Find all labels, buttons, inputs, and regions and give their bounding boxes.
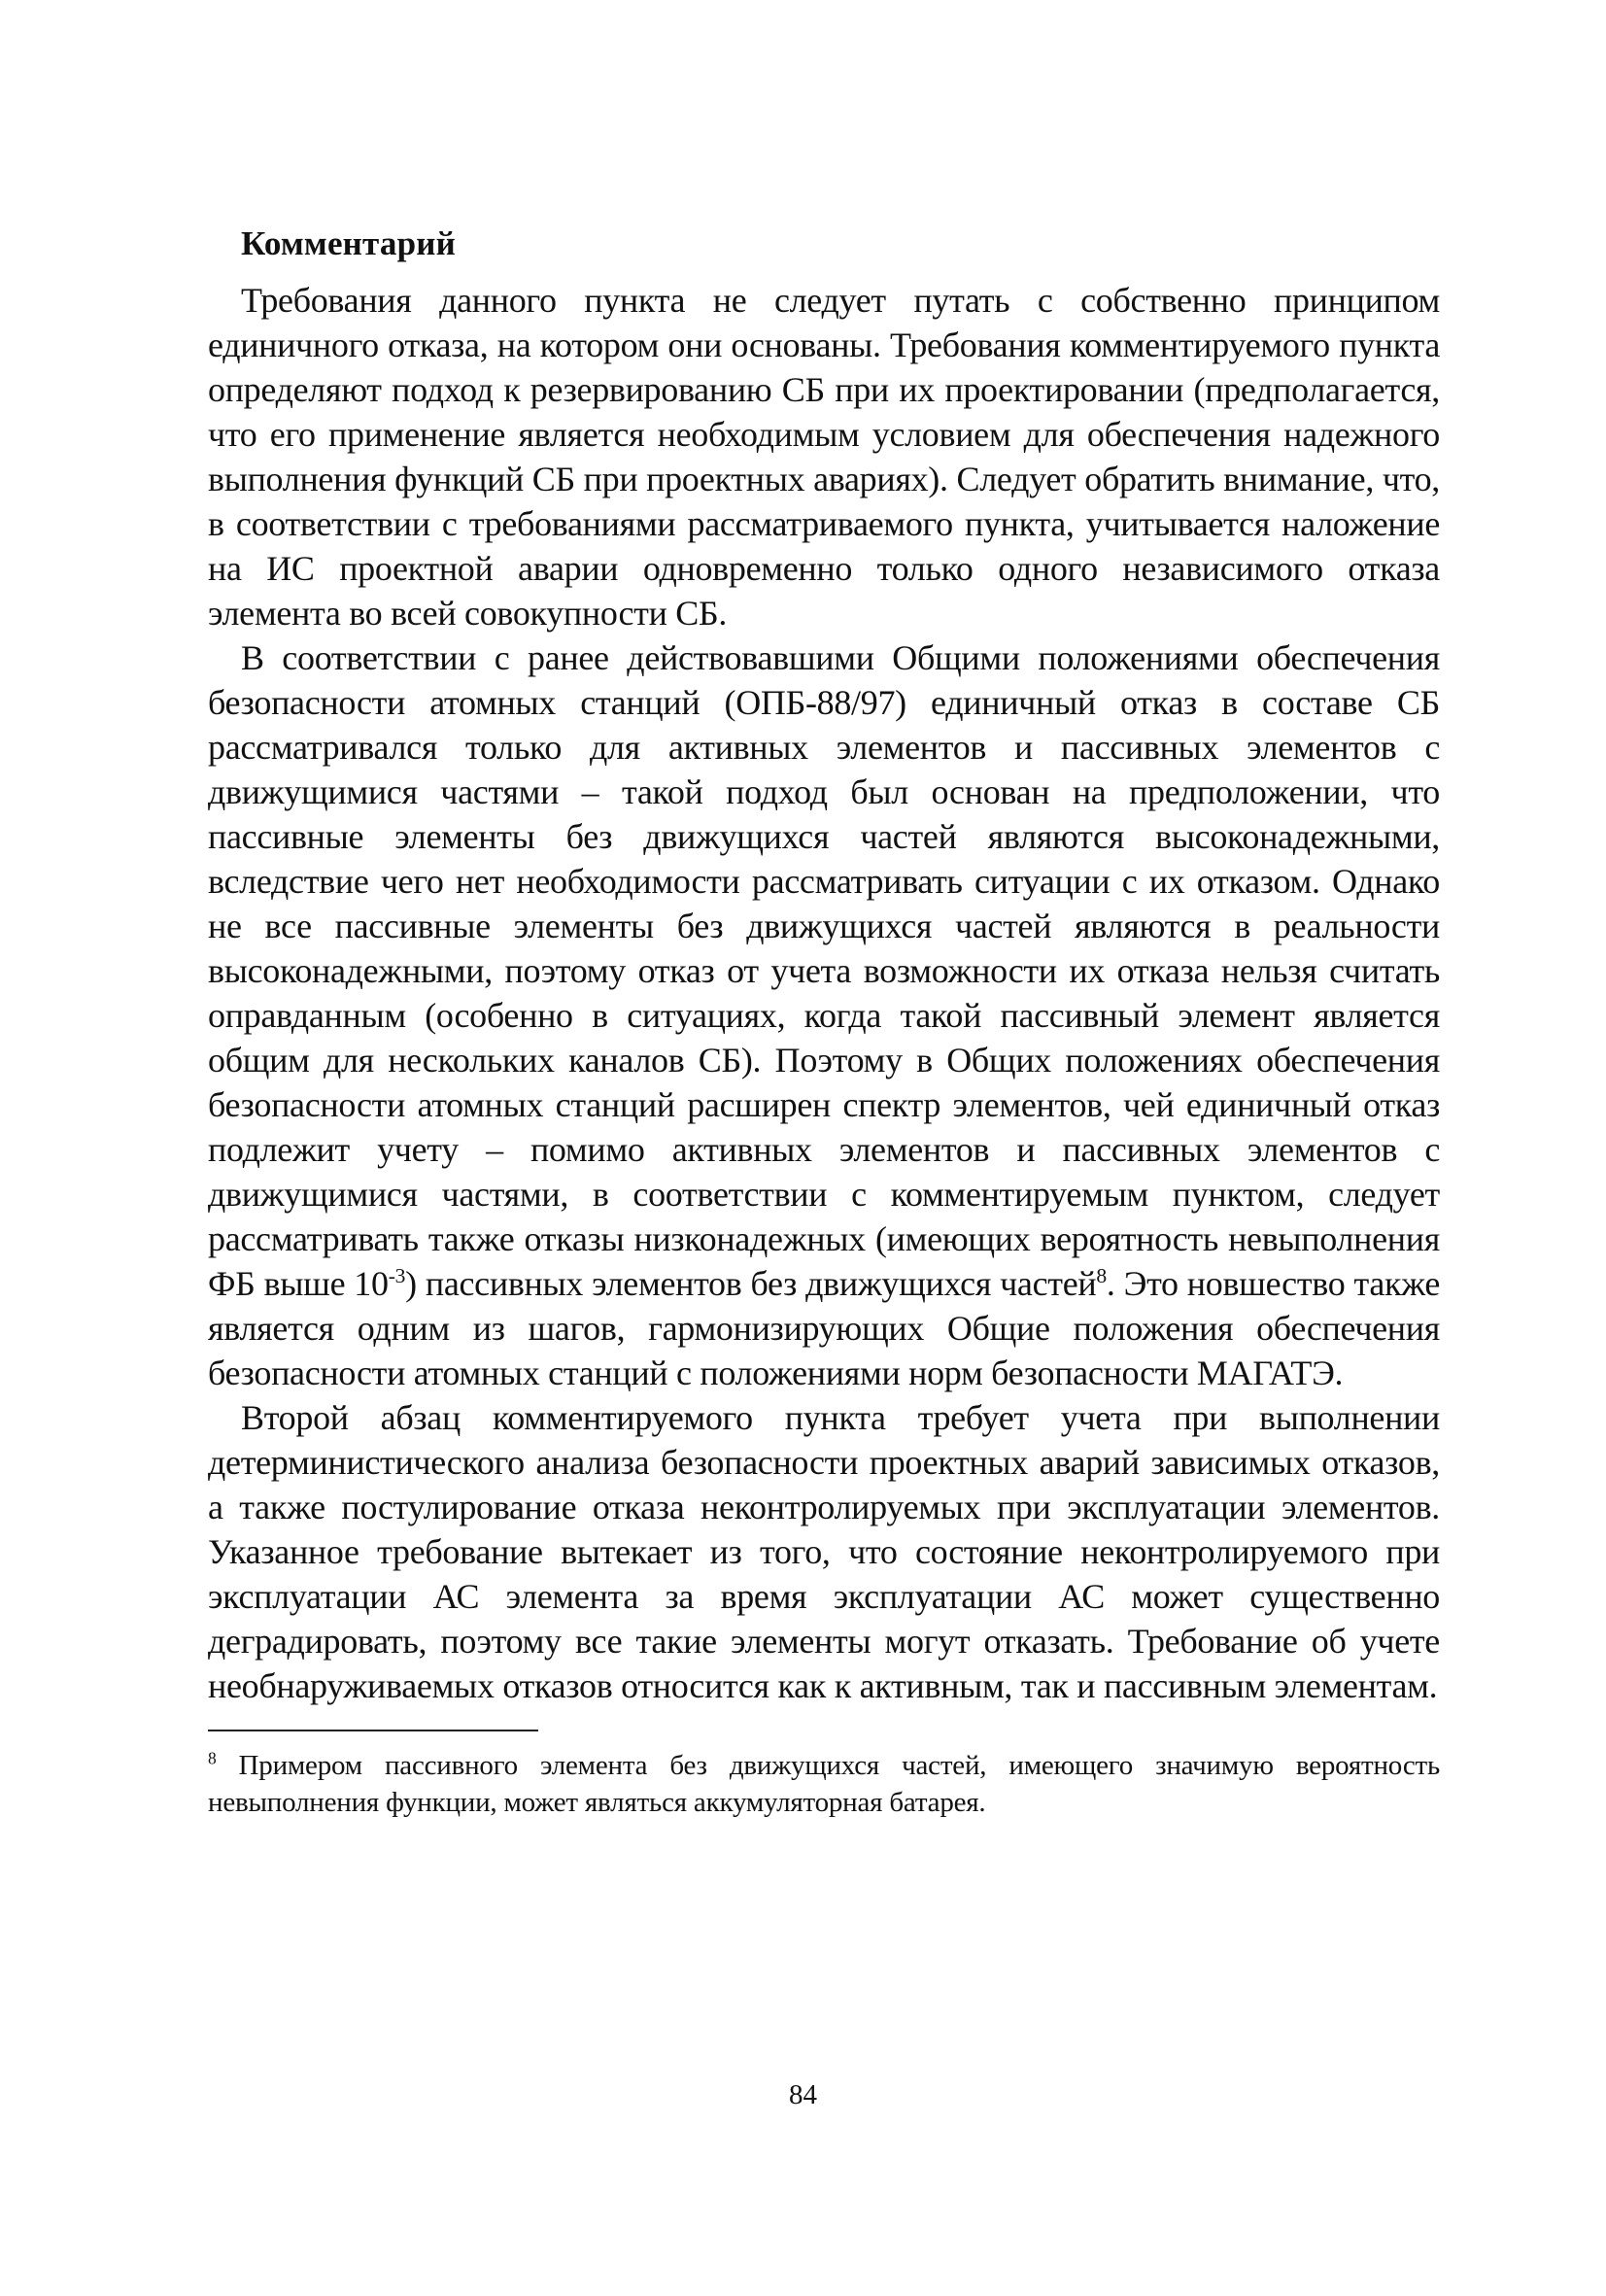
footnote-reference[interactable]: 8 (1096, 1264, 1107, 1287)
paragraph-3: Второй абзац комментируемого пункта требует учета при выполнении детерминистического анализа безопасности проектных аварий зависимых отказов, а также постулирование отказа неконтролируемых при эксплуатации элементов. Указанное требование вытекает из того, что состояние неконтролируемого при эксплуатации АС элемента за время эксплуатации АС может существенно деградировать, поэтому все такие элементы могут отказать. Требование об учете необнаруживаемых отказов относится как к активным, так и пассивным элементам. (208, 1398, 1440, 1705)
page-number: 84 (789, 2079, 817, 2110)
paragraph-2-text-b: ) пассивных элементов без движущихся частей (405, 1264, 1097, 1303)
footnote-divider (208, 1730, 538, 1731)
footnote (208, 1747, 1440, 1821)
document-page (208, 222, 1440, 1821)
section-heading: Комментарий (241, 224, 456, 262)
paragraph-2 (208, 635, 1440, 1395)
footnote-text: Примером пассивного элемента без движущихся частей, имеющего значимую вероятность невыполнения функции, может являться аккумуляторная батарея. (208, 1750, 1440, 1818)
paragraph-2-text-c: . Это новшество также является одним из шагов, гармонизирующих Общие положения обеспечения безопасности атомных станций с положениями норм безопасности МАГАТЭ. (208, 1264, 1440, 1392)
footnote-marker: 8 (208, 1748, 217, 1768)
paragraph-2-text-a: В соответствии с ранее действовавшими Общими положениями обеспечения безопасности атомных станций (ОПБ-88/97) единичный отказ в составе СБ рассматривался только для активных элементов и пассивных элементов с движущимися частями – такой подход был основан на предположении, что пассивные элементы без движущихся частей являются высоконадежными, вследствие чего нет необходимости рассматривать ситуации с их отказом. Однако не все пассивные элементы без движущихся частей являются в реальности высоконадежными, поэтому отказ от учета возможности их отказа нельзя считать оправданным (особенно в ситуациях, когда такой пассивный элемент является общим для нескольких каналов СБ). Поэтому в Общих положениях обеспечения безопасности атомных станций расширен спектр элементов, чей единичный отказ подлежит учету – помимо активных элементов и пассивных элементов с движущимися частями, в соответствии с комментируемым пунктом, следует рассматривать также отказы низконадежных (имеющих вероятность невыполнения ФБ выше 10 (208, 638, 1440, 1303)
paragraph-1: Требования данного пункта не следует путать с собственно принципом единичного отказа, на котором они основаны. Требования комментируемого пункта определяют подход к резервированию СБ при их проектировании (предполагается, что его применение является необходимым условием для обеспечения надежного выполнения функций СБ при проектных авариях). Следует обратить внимание, что, в соответствии с требованиями рассматриваемого пункта, учитывается наложение на ИС проектной аварии одновременно только одного независимого отказа элемента во всей совокупности СБ. (208, 281, 1440, 633)
exponent-superscript: -3 (388, 1264, 406, 1287)
